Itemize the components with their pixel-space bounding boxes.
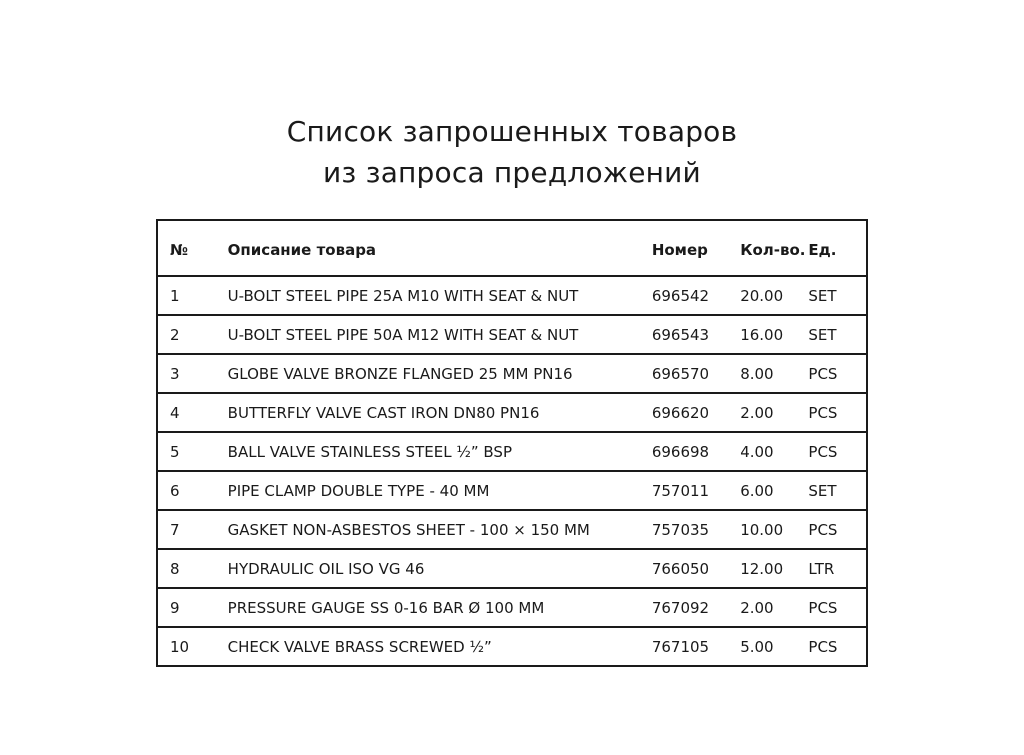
header-unit: Ед. — [796, 220, 867, 276]
cell-code: 696542 — [637, 276, 730, 315]
cell-description: CHECK VALVE BRASS SCREWED ½” — [227, 637, 492, 656]
cell-description: GASKET NON-ASBESTOS SHEET - 100 × 150 MM — [204, 510, 637, 549]
cell-description: GLOBE VALVE BRONZE FLANGED 25 MM PN16 — [204, 354, 637, 393]
cell-code: 696570 — [637, 354, 730, 393]
cell-code: 757011 — [637, 471, 730, 510]
cell-num: 6 — [157, 471, 204, 510]
cell-unit: PCS — [796, 393, 867, 432]
cell-num: 9 — [157, 588, 204, 627]
items-table-body — [157, 276, 867, 666]
cell-num: 2 — [157, 315, 204, 354]
cell-unit: SET — [796, 315, 867, 354]
cell-qty: 5.00 — [740, 637, 774, 656]
table-row — [157, 276, 867, 315]
cell-code: 757035 — [637, 510, 730, 549]
cell-num: 5 — [157, 432, 204, 471]
cell-unit: PCS — [796, 354, 867, 393]
cell-qty: 20.00 — [730, 276, 796, 315]
header-qty: Кол-во. — [730, 220, 796, 276]
header-num: № — [157, 220, 204, 276]
cell-description: U-BOLT STEEL PIPE 50A M12 WITH SEAT & NUT — [204, 315, 637, 354]
cell-description: PRESSURE GAUGE SS 0-16 BAR Ø 100 MM — [204, 588, 637, 627]
table-row — [157, 393, 867, 432]
header-description: Описание товара — [204, 220, 637, 276]
page-title — [0, 111, 1024, 193]
header-code: Номер — [637, 220, 730, 276]
cell-qty: 12.00 — [730, 549, 796, 588]
cell-unit: LTR — [796, 549, 867, 588]
cell-unit: SET — [796, 471, 867, 510]
cell-code: 767105 — [651, 637, 710, 656]
cell-num: 10 — [170, 637, 190, 656]
cell-unit: PCS — [796, 432, 867, 471]
cell-qty: 8.00 — [730, 354, 796, 393]
table-row — [157, 588, 867, 627]
table-row — [157, 471, 867, 510]
cell-num: 3 — [157, 354, 204, 393]
items-table-header — [157, 220, 867, 276]
cell-unit: PCS — [808, 637, 838, 656]
cell-code: 767092 — [637, 588, 730, 627]
table-row — [157, 510, 867, 549]
cell-qty: 16.00 — [730, 315, 796, 354]
cell-description: U-BOLT STEEL PIPE 25A M10 WITH SEAT & NUT — [204, 276, 637, 315]
cell-num: 8 — [157, 549, 204, 588]
cell-unit: PCS — [796, 510, 867, 549]
items-table — [156, 219, 868, 667]
cell-code: 696698 — [637, 432, 730, 471]
table-row — [157, 432, 867, 471]
cell-description: HYDRAULIC OIL ISO VG 46 — [204, 549, 637, 588]
cell-qty: 2.00 — [730, 588, 796, 627]
cell-qty: 2.00 — [730, 393, 796, 432]
table-row — [157, 315, 867, 354]
page-title-line-2: из запроса предложений — [323, 155, 701, 189]
page-title-line-1: Список запрошенных товаров — [286, 114, 738, 148]
cell-qty: 6.00 — [730, 471, 796, 510]
table-row — [157, 549, 867, 588]
table-row — [157, 354, 867, 393]
cell-description: PIPE CLAMP DOUBLE TYPE - 40 MM — [204, 471, 637, 510]
cell-qty: 10.00 — [730, 510, 796, 549]
cell-code: 766050 — [637, 549, 730, 588]
cell-code: 696543 — [637, 315, 730, 354]
table-row — [157, 627, 867, 666]
cell-description: BUTTERFLY VALVE CAST IRON DN80 PN16 — [204, 393, 637, 432]
cell-num: 7 — [157, 510, 204, 549]
cell-code: 696620 — [637, 393, 730, 432]
cell-num: 4 — [157, 393, 204, 432]
cell-unit: PCS — [796, 588, 867, 627]
cell-num: 1 — [157, 276, 204, 315]
header-row — [157, 220, 867, 276]
cell-unit: SET — [796, 276, 867, 315]
cell-description: BALL VALVE STAINLESS STEEL ½” BSP — [204, 432, 637, 471]
cell-qty: 4.00 — [730, 432, 796, 471]
